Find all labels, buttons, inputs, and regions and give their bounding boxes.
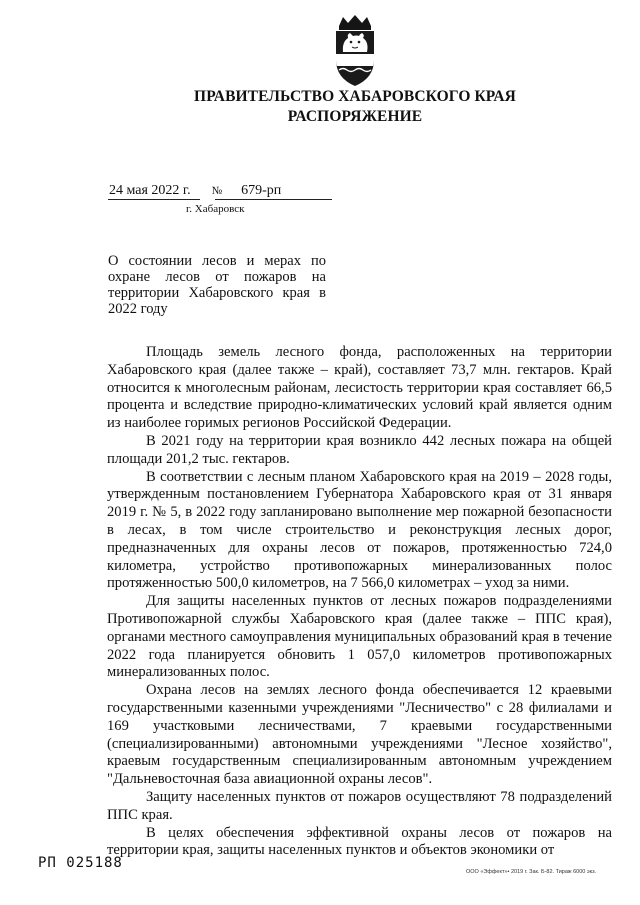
- body-paragraph: В 2021 году на территории края возникло 442 лесных пожара на общей площади 201,2 тыс. гектаров.: [107, 432, 612, 467]
- document-subject: О состоянии лесов и мерах по охране лесов от пожаров на территории Хабаровского края в 2022 году: [108, 253, 326, 317]
- body-paragraph: Для защиты населенных пунктов от лесных пожаров подразделениями Противопожарной службы Хабаровского края (далее также – ППС края), органами местного самоуправления муниципальных образований края в течение 2022 года планируется обновить 1 057,0 километров противопожарных минерализованных полос.: [107, 593, 612, 681]
- document-date-number: [109, 183, 281, 199]
- coat-of-arms-emblem: [329, 14, 381, 88]
- city: г. Хабаровск: [186, 203, 245, 215]
- government-title: ПРАВИТЕЛЬСТВО ХАБАРОВСКОГО КРАЯ: [194, 88, 516, 105]
- document-body: [107, 344, 612, 860]
- number-label: №: [211, 185, 223, 197]
- document-type: РАСПОРЯЖЕНИЕ: [287, 108, 423, 125]
- body-paragraph: Защиту населенных пунктов от пожаров осуществляют 78 подразделений ППС края.: [107, 788, 612, 823]
- date-underline: [108, 199, 200, 200]
- printer-info: ООО «Эффект»• 2019 г. Зак. Б-82. Тираж 6000 экз.: [466, 869, 597, 875]
- body-paragraph: Площадь земель лесного фонда, расположенных на территории Хабаровского края (далее также – край), составляет 73,7 млн. гектаров. Край относится к многолесным районам, лесистость территории края составляет 66,5 процента и вследствие природно-климатических условий край является одним из наиболее горимых регионов Российской Федерации.: [107, 344, 612, 432]
- form-code: РП 025188: [38, 855, 123, 871]
- document-date: 24 мая 2022 г.: [109, 183, 191, 198]
- document-number: 679-рп: [241, 183, 282, 198]
- body-paragraph: В соответствии с лесным планом Хабаровского края на 2019 – 2028 годы, утвержденным постановлением Губернатора Хабаровского края от 31 января 2019 г. № 5, в 2022 году запланировано выполнение мер пожарной безопасности в лесах, в том числе строительство и реконструкция лесных дорог, предназначенных для охраны лесов от пожаров, протяженностью 724,0 километра, устройство противопожарных минерализованных полос протяженностью 500,0 километров, на 7 566,0 километрах – уход за ними.: [107, 468, 612, 592]
- number-underline: [215, 199, 332, 200]
- body-paragraph: В целях обеспечения эффективной охраны лесов от пожаров на территории края, защиты населенных пунктов и объектов экономики от: [107, 824, 612, 859]
- body-paragraph: Охрана лесов на землях лесного фонда обеспечивается 12 краевыми государственными казенными учреждениями "Лесничество" с 28 филиалами и 169 участковыми лесничествами, 7 краевыми государственными (специализированными) автономными учреждениями "Лесное хозяйство", краевым государственным специализированным автономным учреждением "Дальневосточная база авиационной охраны лесов".: [107, 682, 612, 788]
